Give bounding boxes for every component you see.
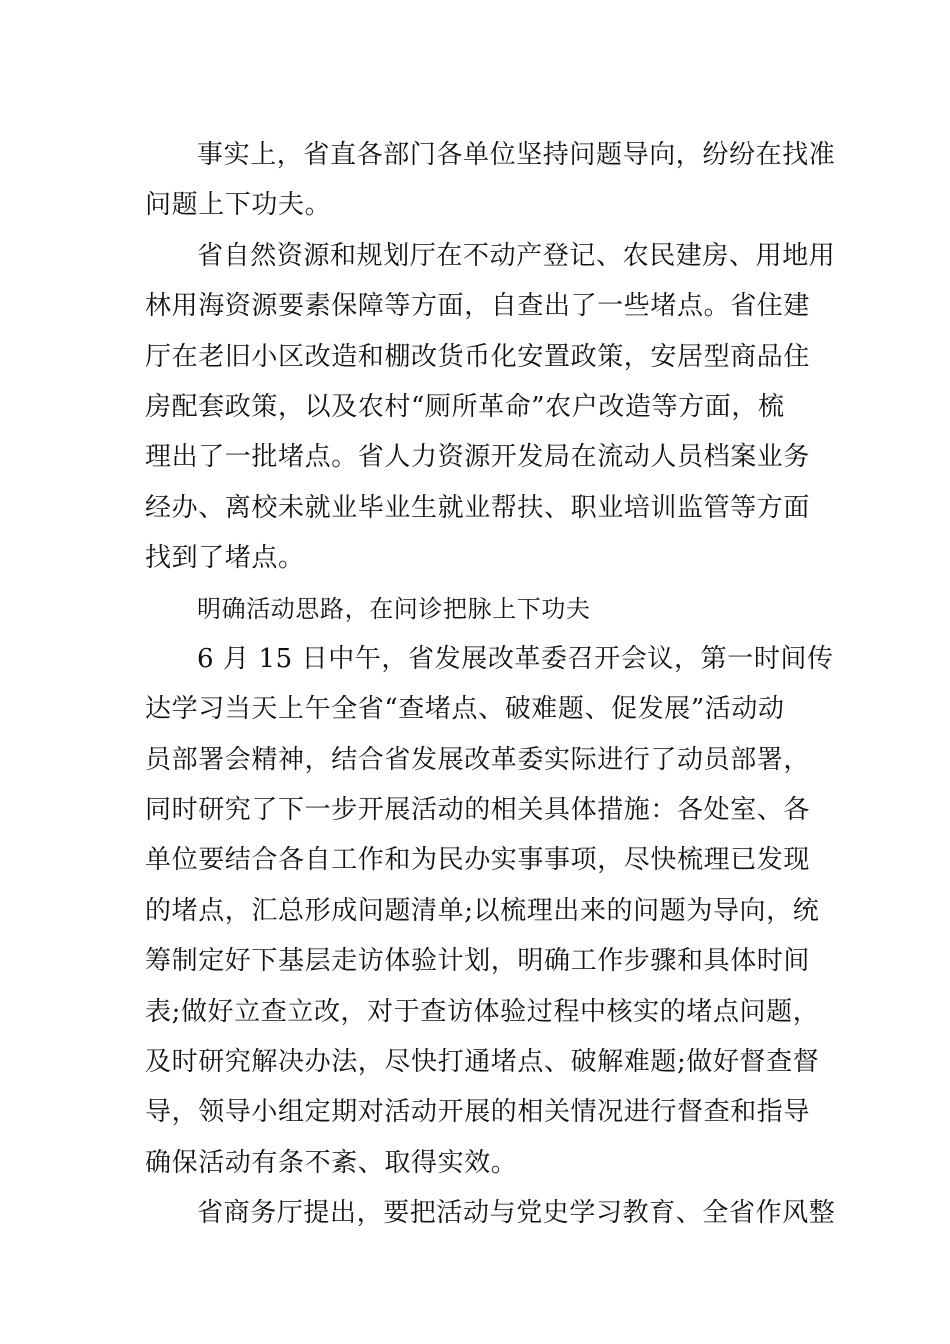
- paragraph-line: 厅在老旧小区改造和棚改货币化安置政策，安居型商品住: [145, 341, 811, 372]
- paragraph-first-line: 省自然资源和规划厅在不动产登记、农民建房、用地用: [197, 240, 836, 271]
- paragraph-line: 达学习当天上午全省“查堵点、破难题、促发展”活动动: [145, 694, 785, 725]
- paragraph-line: 找到了堵点。: [145, 543, 305, 574]
- paragraph: [145, 231, 836, 584]
- paragraph-line: 筹制定好下基层走访体验计划，明确工作步骤和具体时间: [145, 946, 811, 977]
- paragraph-line: 员部署会精神，结合省发展改革委实际进行了动员部署，: [145, 744, 811, 775]
- paragraph-line: 表;做好立查立改，对于查访体验过程中核实的堵点问题，: [145, 996, 820, 1027]
- paragraph-line: 问题上下功夫。: [145, 190, 332, 221]
- paragraph: [145, 130, 836, 231]
- paragraph-line: 林用海资源要素保障等方面，自查出了一些堵点。省住建: [145, 291, 811, 322]
- paragraph-line: 确保活动有条不紊、取得实效。: [145, 1147, 518, 1178]
- paragraph-line: 房配套政策，以及农村“厕所革命”农户改造等方面，梳: [145, 391, 785, 422]
- paragraph-first-line: 事实上，省直各部门各单位坚持问题导向，纷纷在找准: [197, 140, 836, 170]
- paragraph-line: 导，领导小组定期对活动开展的相关情况进行督查和指导: [145, 1097, 811, 1128]
- paragraph-line: 经办、离校未就业毕业生就业帮扶、职业培训监管等方面: [145, 492, 811, 523]
- paragraph-first-line: 明确活动思路，在问诊把脉上下功夫: [197, 594, 591, 623]
- section-subheading: [145, 584, 805, 634]
- paragraph-line: 理出了一批堵点。省人力资源开发局在流动人员档案业务: [145, 442, 811, 473]
- paragraph-line: 的堵点，汇总形成问题清单;以梳理出来的问题为导向，统: [145, 895, 820, 926]
- paragraph-line: 及时研究解决办法，尽快打通堵点、破解难题;做好督查督: [145, 1047, 820, 1078]
- paragraph-line: 单位要结合各自工作和为民办实事事项，尽快梳理已发现: [145, 845, 811, 876]
- paragraph-first-line: 6 月 15 日中午，省发展改革委召开会议，第一时间传: [197, 643, 834, 674]
- paragraph: [145, 634, 834, 1188]
- paragraph-first-line: 省商务厅提出，要把活动与党史学习教育、全省作风整: [197, 1198, 836, 1229]
- paragraph: [145, 1188, 836, 1238]
- document-body: [145, 130, 836, 1239]
- paragraph-line: 同时研究了下一步开展活动的相关具体措施：各处室、各: [145, 795, 811, 826]
